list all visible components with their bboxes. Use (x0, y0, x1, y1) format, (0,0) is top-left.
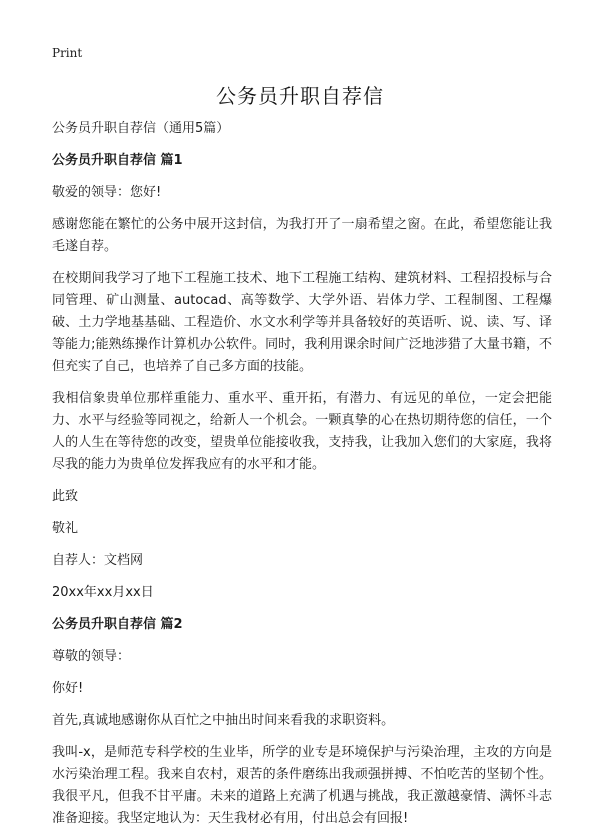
letter1-greeting: 敬爱的领导：您好! (52, 185, 162, 200)
letter1-signer: 自荐人：文档网 (52, 553, 144, 568)
letter1-paragraph-1: 感谢您能在繁忙的公务中展开这封信，为我打开了一扇希望之窗。在此，希望您能让我毛遂自荐。 (52, 217, 552, 254)
letter2-paragraph-2: 我叫-x，是师范专科学校的生业毕，所学的业专是环境保护与污染治理，主攻的方向是水污染治理工程。我来自农村，艰苦的条件磨练出我顽强拼搏、不怕吃苦的坚韧个性。我很平凡，但我不甘平庸。未来的道路上充满了机遇与挑战，我正激越豪情、满怀斗志准备迎接。我坚定地认为：天生我材必有用，付出总会有回报! (52, 745, 552, 826)
letter2-greeting: 尊敬的领导： (52, 649, 131, 664)
letter1-paragraph-3: 我相信象贵单位那样重能力、重水平、重开拓，有潜力、有远见的单位，一定会把能力、水平与经验等同视之，给新人一个机会。一颗真挚的心在热切期待您的信任，一个人的人生在等待您的改变，望贵单位能接收我，支持我，让我加入您们的大家庭，我将尽我的能力为贵单位发挥我应有的水平和才能。 (52, 391, 552, 472)
letter1-closing-2: 敬礼 (52, 521, 79, 536)
letter1-closing-1: 此致 (52, 489, 79, 504)
letter2-hello: 你好! (52, 681, 84, 696)
letter1-heading: 公务员升职自荐信 篇1 (52, 153, 183, 168)
letter1-date: 20xx年xx月xx日 (52, 585, 154, 600)
document-subtitle: 公务员升职自荐信（通用5篇） (52, 121, 230, 136)
letter2-heading: 公务员升职自荐信 篇2 (52, 617, 183, 632)
print-label: Print (52, 46, 83, 60)
page-title: 公务员升职自荐信 (216, 84, 384, 108)
letter2-paragraph-1: 首先,真诚地感谢你从百忙之中抽出时间来看我的求职资料。 (52, 713, 395, 728)
document-body (52, 118, 552, 840)
letter1-paragraph-2: 在校期间我学习了地下工程施工技术、地下工程施工结构、建筑材料、工程招投标与合同管理、矿山测量、autocad、高等数学、大学外语、岩体力学、工程制图、工程爆破、土力学地基基础、工程造价、水文水利学等并具备较好的英语听、说、读、写、译等能力;能熟练操作计算机办公软件。同时，我利用课余时间广泛地涉猎了大量书籍，不但充实了自己，也培养了自己多方面的技能。 (52, 271, 552, 374)
